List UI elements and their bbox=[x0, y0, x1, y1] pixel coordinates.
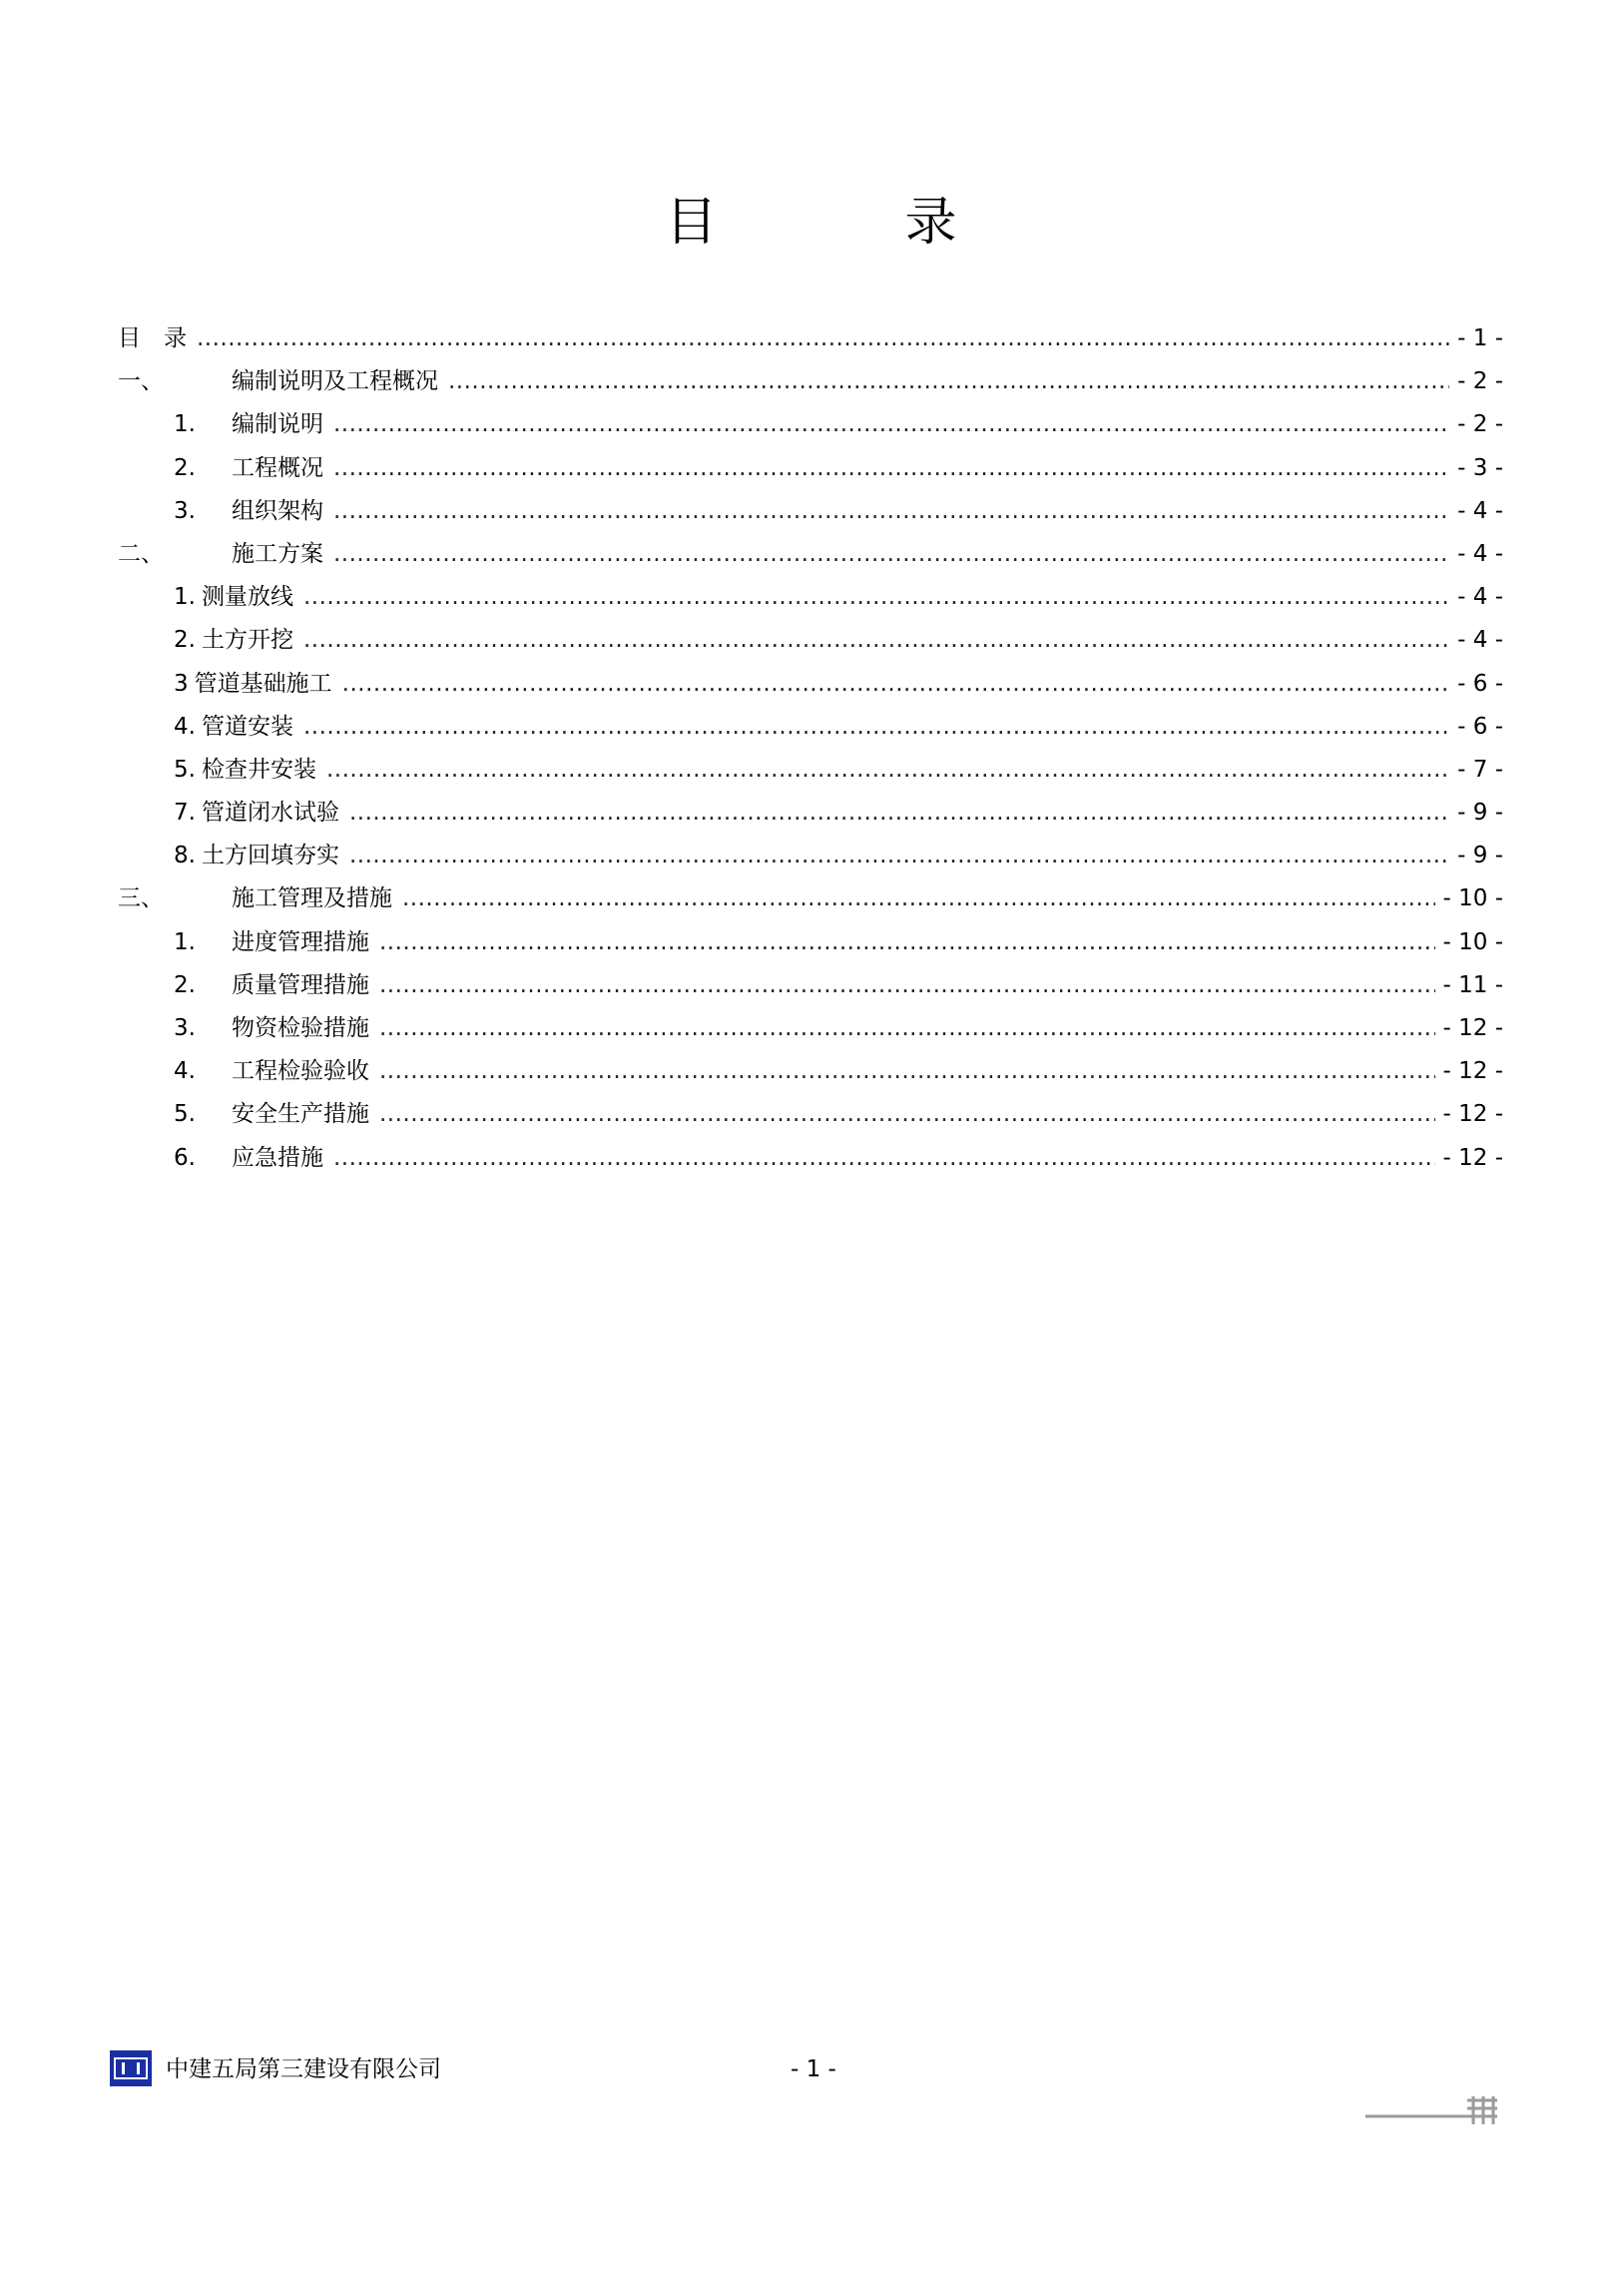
toc-entry-title: 组织架构 bbox=[232, 497, 323, 524]
toc-entry-number: 一、 bbox=[118, 368, 164, 395]
toc-page-number: - 11 - bbox=[1442, 971, 1503, 998]
toc-page-number: - 4 - bbox=[1457, 627, 1503, 654]
toc-page-number: - 4 - bbox=[1457, 497, 1503, 524]
toc-entry-number: 2. bbox=[174, 627, 196, 654]
toc-entry-number: 5. bbox=[174, 756, 196, 783]
toc-entry-number: 2. bbox=[174, 971, 196, 998]
toc-page-number: - 2 - bbox=[1457, 368, 1503, 395]
toc-dot-leader bbox=[379, 964, 1435, 1007]
page-number: - 1 - bbox=[791, 2056, 836, 2082]
toc-entry[interactable] bbox=[118, 619, 1503, 662]
toc-dot-leader bbox=[379, 921, 1435, 964]
toc-entry-title: 工程概况 bbox=[232, 454, 323, 481]
toc-entry-number: 3 bbox=[174, 670, 189, 697]
toc-entry-number: 3. bbox=[174, 497, 196, 524]
toc-entry[interactable] bbox=[118, 403, 1503, 446]
toc-entry[interactable] bbox=[118, 447, 1503, 490]
page-corner-mark-icon bbox=[1357, 2086, 1507, 2126]
page-title: 目 录 bbox=[665, 193, 1025, 253]
toc-entry-title: 管道基础施工 bbox=[194, 670, 332, 697]
toc-entry[interactable] bbox=[118, 360, 1503, 403]
company-name: 中建五局第三建设有限公司 bbox=[166, 2056, 441, 2082]
toc-dot-leader bbox=[448, 360, 1449, 403]
company-logo-icon bbox=[110, 2050, 152, 2086]
toc-entry[interactable] bbox=[118, 317, 1503, 360]
toc-dot-leader bbox=[303, 706, 1449, 749]
toc-entry-title: 土方回填夯实 bbox=[201, 843, 339, 869]
toc-page-number: - 12 - bbox=[1442, 1144, 1503, 1171]
toc-entry-number: 二、 bbox=[118, 540, 164, 567]
toc-entry-number: 2. bbox=[174, 454, 196, 481]
toc-entry[interactable] bbox=[118, 835, 1503, 877]
toc-entry-number: 6. bbox=[174, 1144, 196, 1171]
toc-entry[interactable] bbox=[118, 964, 1503, 1007]
toc-entry[interactable] bbox=[118, 1007, 1503, 1050]
toc-dot-leader bbox=[333, 447, 1449, 490]
toc-page-number: - 3 - bbox=[1457, 454, 1503, 481]
toc-entry-number: 4. bbox=[174, 1058, 196, 1085]
toc-dot-leader bbox=[197, 317, 1449, 360]
toc-entry[interactable] bbox=[118, 706, 1503, 749]
toc-entry-title: 进度管理措施 bbox=[232, 928, 369, 955]
toc-dot-leader bbox=[349, 835, 1449, 877]
toc-entry[interactable] bbox=[118, 1093, 1503, 1136]
toc-entry-title: 测量放线 bbox=[201, 584, 293, 611]
table-of-contents bbox=[118, 317, 1503, 1180]
toc-entry[interactable] bbox=[118, 533, 1503, 576]
toc-dot-leader bbox=[333, 490, 1449, 533]
toc-dot-leader bbox=[333, 1137, 1435, 1180]
toc-page-number: - 12 - bbox=[1442, 1015, 1503, 1041]
toc-page-number: - 9 - bbox=[1457, 843, 1503, 869]
toc-page-number: - 7 - bbox=[1457, 756, 1503, 783]
toc-entry-title: 土方开挖 bbox=[201, 627, 293, 654]
toc-entry-number: 4. bbox=[174, 713, 196, 740]
toc-entry-title: 管道安装 bbox=[201, 713, 293, 740]
toc-page-number: - 1 - bbox=[1457, 325, 1503, 351]
toc-entry-number: 目 录 bbox=[118, 325, 187, 351]
toc-entry-number: 1. bbox=[174, 411, 196, 438]
toc-dot-leader bbox=[333, 533, 1449, 576]
toc-entry[interactable] bbox=[118, 749, 1503, 792]
toc-entry-title: 工程检验验收 bbox=[232, 1058, 369, 1085]
toc-page-number: - 6 - bbox=[1457, 670, 1503, 697]
toc-dot-leader bbox=[303, 576, 1449, 619]
toc-entry-title: 编制说明及工程概况 bbox=[232, 368, 438, 395]
toc-entry-title: 检查井安装 bbox=[201, 756, 316, 783]
toc-entry-title: 施工管理及措施 bbox=[232, 885, 392, 912]
toc-entry-title: 安全生产措施 bbox=[232, 1101, 369, 1128]
toc-entry-number: 1. bbox=[174, 928, 196, 955]
toc-entry-title: 物资检验措施 bbox=[232, 1015, 369, 1041]
toc-entry-number: 8. bbox=[174, 843, 196, 869]
toc-dot-leader bbox=[349, 792, 1449, 835]
toc-entry-title: 管道闭水试验 bbox=[201, 800, 339, 827]
toc-page-number: - 4 - bbox=[1457, 584, 1503, 611]
toc-dot-leader bbox=[303, 619, 1449, 662]
toc-entry[interactable] bbox=[118, 1050, 1503, 1093]
toc-entry-number: 3. bbox=[174, 1015, 196, 1041]
toc-page-number: - 10 - bbox=[1442, 885, 1503, 912]
toc-entry-title: 应急措施 bbox=[232, 1144, 323, 1171]
toc-dot-leader bbox=[402, 877, 1435, 920]
toc-page-number: - 2 - bbox=[1457, 411, 1503, 438]
toc-page-number: - 9 - bbox=[1457, 800, 1503, 827]
toc-dot-leader bbox=[379, 1050, 1435, 1093]
toc-entry[interactable] bbox=[118, 663, 1503, 706]
toc-entry[interactable] bbox=[118, 490, 1503, 533]
toc-dot-leader bbox=[333, 403, 1449, 446]
toc-entry-number: 5. bbox=[174, 1101, 196, 1128]
toc-page-number: - 4 - bbox=[1457, 540, 1503, 567]
toc-page-number: - 6 - bbox=[1457, 713, 1503, 740]
toc-page-number: - 10 - bbox=[1442, 928, 1503, 955]
toc-dot-leader bbox=[379, 1007, 1435, 1050]
toc-entry[interactable] bbox=[118, 877, 1503, 920]
toc-entry[interactable] bbox=[118, 921, 1503, 964]
toc-entry-number: 三、 bbox=[118, 885, 164, 912]
toc-dot-leader bbox=[342, 663, 1450, 706]
toc-entry[interactable] bbox=[118, 1137, 1503, 1180]
toc-entry-title: 质量管理措施 bbox=[232, 971, 369, 998]
toc-entry-title: 施工方案 bbox=[232, 540, 323, 567]
toc-page-number: - 12 - bbox=[1442, 1101, 1503, 1128]
toc-entry-number: 7. bbox=[174, 800, 196, 827]
toc-entry-number: 1. bbox=[174, 584, 196, 611]
toc-dot-leader bbox=[379, 1093, 1435, 1136]
toc-entry[interactable] bbox=[118, 792, 1503, 835]
toc-dot-leader bbox=[326, 749, 1449, 792]
page-footer bbox=[110, 2050, 1507, 2090]
toc-entry[interactable] bbox=[118, 576, 1503, 619]
toc-page-number: - 12 - bbox=[1442, 1058, 1503, 1085]
toc-entry-title: 编制说明 bbox=[232, 411, 323, 438]
